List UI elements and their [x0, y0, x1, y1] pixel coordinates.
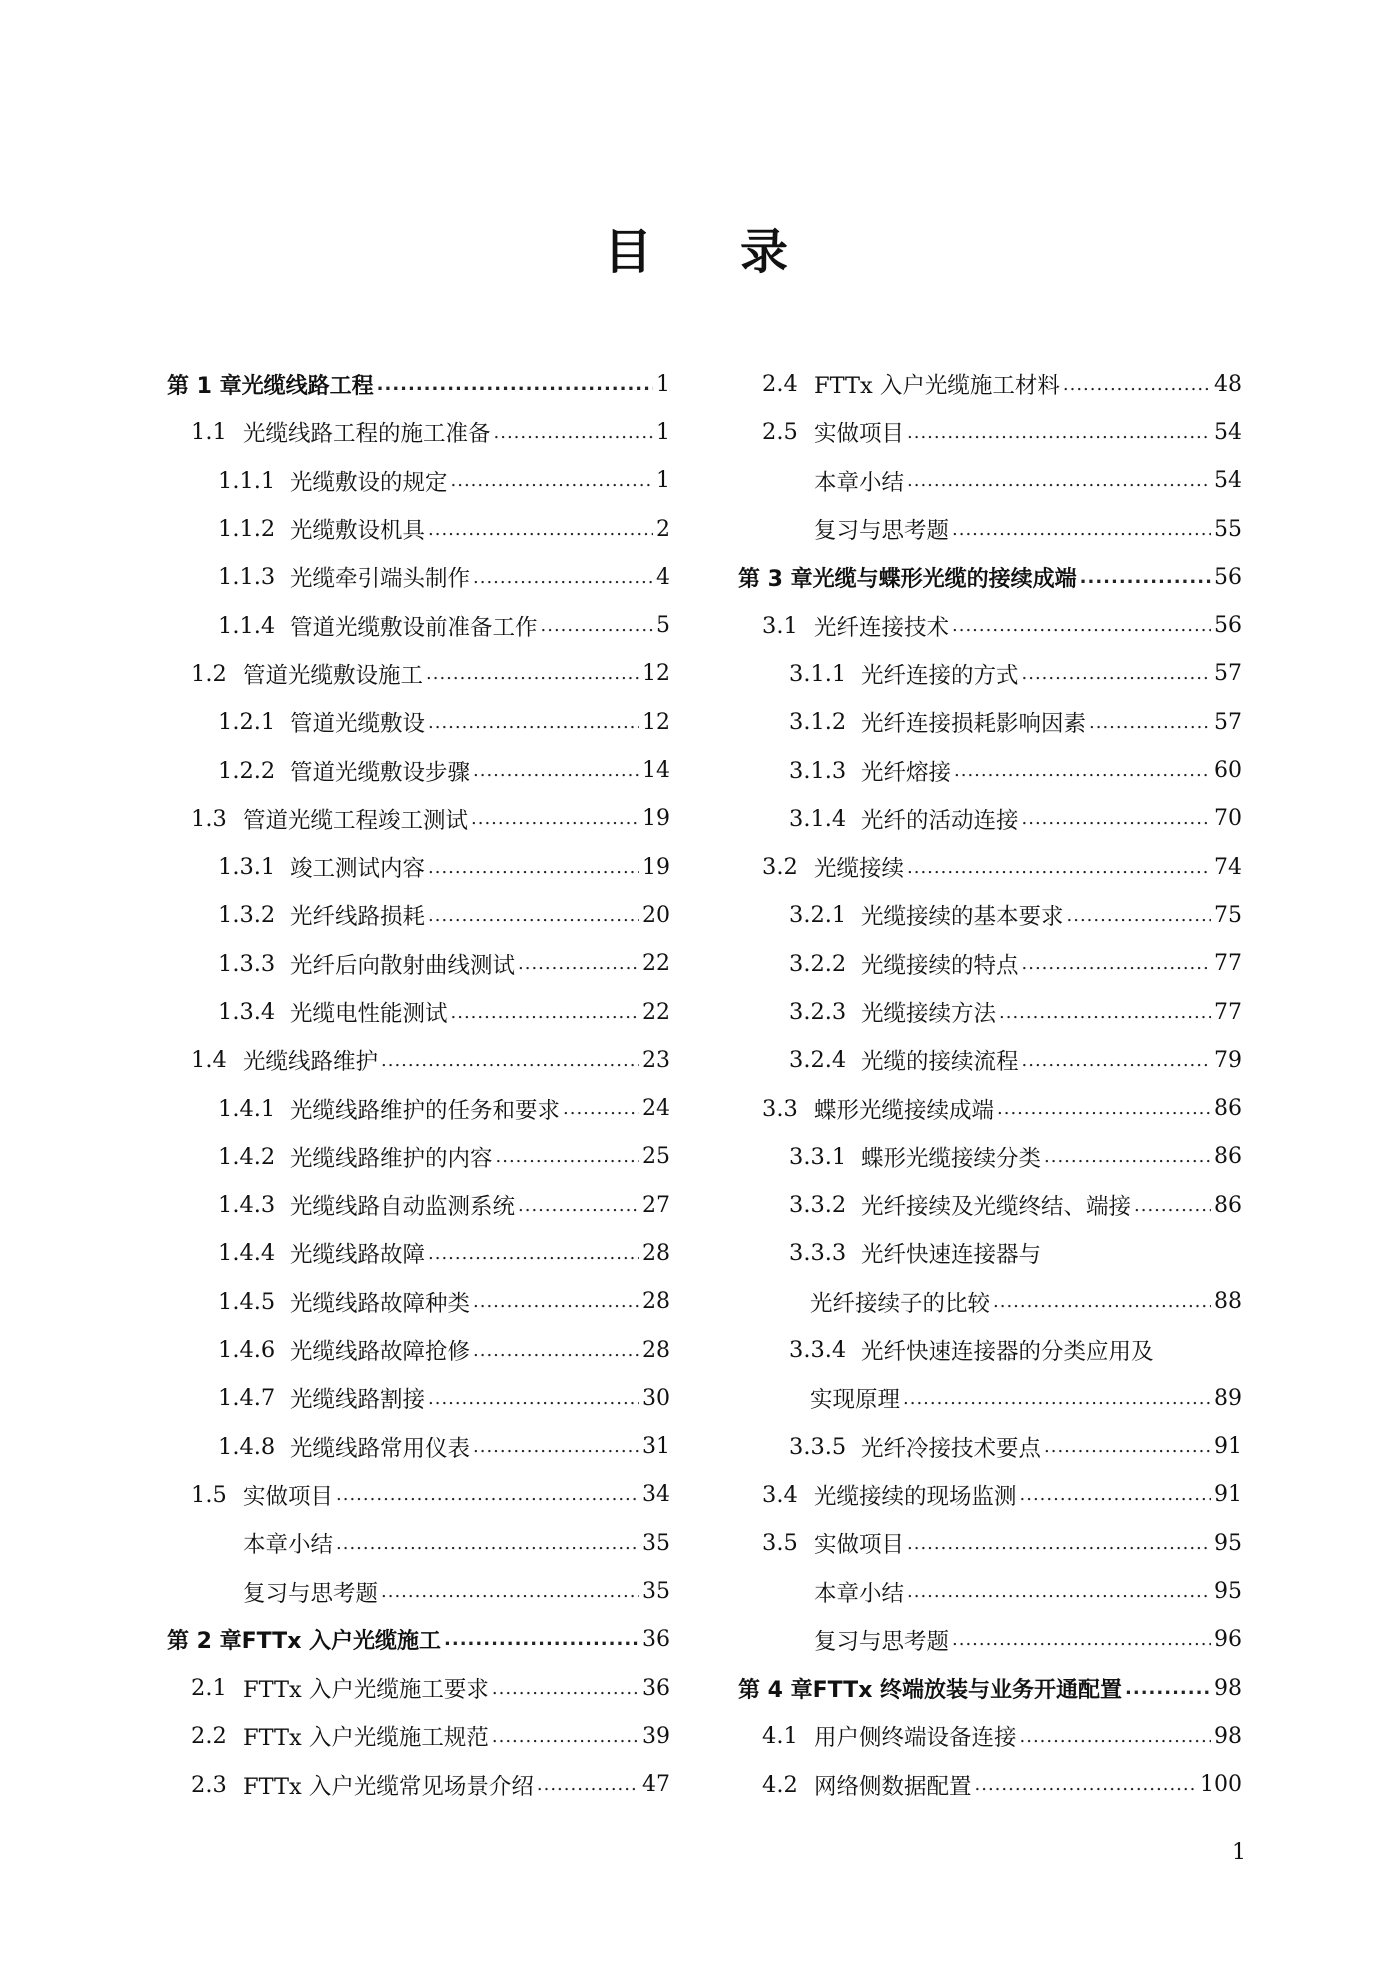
toc-entry-page: 47 [642, 1772, 670, 1798]
toc-entry[interactable] [167, 1567, 670, 1615]
toc-entry-page: 4 [656, 564, 670, 590]
toc-entry-title: 光纤快速连接器与 [861, 1242, 1042, 1269]
toc-leader-dots [381, 1050, 639, 1071]
toc-entry[interactable] [738, 988, 1242, 1036]
toc-entry[interactable] [738, 795, 1242, 843]
toc-entry[interactable] [738, 1761, 1242, 1809]
toc-leader-dots [907, 470, 1211, 491]
toc-entry-title: 光缆接续 [814, 856, 905, 883]
toc-leader-dots [952, 1629, 1211, 1650]
toc-entry-page: 1 [656, 468, 670, 494]
toc-entry-title: 本章小结 [814, 469, 905, 496]
toc-entry-page: 36 [642, 1675, 670, 1701]
toc-entry-page: 98 [1214, 1675, 1242, 1701]
toc-entry[interactable] [167, 1278, 670, 1326]
toc-entry[interactable] [738, 891, 1242, 939]
toc-leader-dots [1134, 1195, 1211, 1216]
toc-entry-title: 光缆线路工程的施工准备 [243, 421, 491, 448]
toc-entry[interactable] [167, 1519, 670, 1567]
toc-entry[interactable] [167, 1423, 670, 1471]
toc-entry-title: 光缆线路故障 [290, 1242, 426, 1269]
toc-entry-title: 复习与思考题 [243, 1580, 379, 1607]
toc-entry-page: 1 [656, 419, 670, 445]
toc-entry-title: FTTx 入户光缆施工 [241, 1629, 442, 1655]
page-number: 1 [1232, 1840, 1246, 1865]
toc-entry[interactable] [738, 1084, 1242, 1132]
toc-leader-dots [975, 1774, 1197, 1795]
toc-entry-page: 22 [642, 999, 670, 1025]
toc-entry[interactable] [738, 505, 1242, 553]
toc-entry-page: 79 [1214, 1047, 1242, 1073]
toc-entry[interactable] [738, 1374, 1242, 1422]
toc-entry-page: 95 [1214, 1579, 1242, 1605]
toc-entry[interactable] [167, 746, 670, 794]
toc-entry-number: 第 4 章 [738, 1677, 813, 1703]
toc-entry-title: 光缆与蝶形光缆的接续成端 [812, 566, 1077, 592]
toc-entry-title: 复习与思考题 [814, 518, 950, 545]
toc-entry-page: 55 [1214, 516, 1242, 542]
toc-entry[interactable] [167, 457, 670, 505]
toc-entry-page: 75 [1214, 902, 1242, 928]
toc-entry-number: 3.2 [762, 854, 798, 881]
toc-entry-page: 95 [1214, 1530, 1242, 1556]
toc-entry-number: 1.4.6 [218, 1337, 276, 1364]
toc-entry[interactable] [738, 940, 1242, 988]
toc-entry-page: 24 [642, 1096, 670, 1122]
toc-leader-dots [1020, 1484, 1211, 1505]
toc-leader-dots [907, 422, 1211, 443]
toc-entry-title: 复习与思考题 [814, 1628, 950, 1655]
toc-entry-title: 实做项目 [243, 1483, 334, 1510]
toc-leader-dots [494, 422, 653, 443]
toc-entry-page: 88 [1214, 1289, 1242, 1315]
toc-entry[interactable] [167, 1664, 670, 1712]
toc-leader-dots [428, 1243, 639, 1264]
title-char-1: 目 [603, 224, 652, 280]
toc-entry-page: 5 [656, 613, 670, 639]
toc-entry-title: 网络侧数据配置 [814, 1773, 972, 1800]
toc-entry-title: 光纤熔接 [861, 759, 952, 786]
toc-entry-title: 光缆敷设的规定 [290, 469, 448, 496]
toc-leader-dots [537, 1774, 639, 1795]
toc-entry-page: 54 [1214, 419, 1242, 445]
toc-entry-title: 光缆线路故障抢修 [290, 1339, 471, 1366]
toc-entry[interactable] [738, 457, 1242, 505]
toc-entry[interactable] [167, 1471, 670, 1519]
toc-entry-title: 光纤线路损耗 [290, 904, 426, 931]
toc-leader-dots [541, 615, 653, 636]
toc-entry-title: 光缆接续的特点 [861, 952, 1019, 979]
toc-entry[interactable] [167, 1326, 670, 1374]
toc-entry-page: 98 [1214, 1723, 1242, 1749]
toc-entry[interactable] [167, 795, 670, 843]
toc-entry-number: 2.5 [762, 419, 798, 446]
toc-entry-page: 57 [1214, 709, 1242, 735]
toc-entry-page: 25 [642, 1144, 670, 1170]
toc-entry[interactable] [167, 698, 670, 746]
toc-entry-number: 第 3 章 [738, 566, 813, 592]
toc-leader-dots [952, 519, 1211, 540]
toc-entry-title: 光缆线路故障种类 [290, 1290, 471, 1317]
toc-entry-number: 3.1.1 [789, 660, 847, 687]
toc-entry-page: 100 [1200, 1772, 1242, 1798]
toc-entry-number: 1.4.5 [218, 1288, 276, 1315]
toc-leader-dots [451, 470, 653, 491]
toc-entry-title: 本章小结 [814, 1580, 905, 1607]
toc-entry-title: 光纤后向散射曲线测试 [290, 952, 516, 979]
toc-entry[interactable] [167, 1036, 670, 1084]
toc-entry-number: 3.3.4 [789, 1337, 847, 1364]
toc-leader-dots [1080, 567, 1211, 588]
toc-leader-dots [1022, 663, 1211, 684]
toc-entry-page: 14 [642, 758, 670, 784]
toc-entry-page: 27 [642, 1192, 670, 1218]
toc-leader-dots [952, 615, 1211, 636]
toc-entry-title: 光缆线路常用仪表 [290, 1435, 471, 1462]
toc-entry-number: 4.1 [762, 1723, 798, 1750]
toc-leader-dots [428, 1388, 639, 1409]
toc-leader-dots [377, 374, 653, 395]
toc-entry-page: 56 [1214, 564, 1242, 590]
toc-entry-title: 光纤冷接技术要点 [861, 1435, 1042, 1462]
toc-entry-page: 1 [656, 371, 670, 397]
toc-entry[interactable] [167, 650, 670, 698]
toc-entry-page: 30 [642, 1385, 670, 1411]
toc-entry-title: FTTx 入户光缆常见场景介绍 [243, 1773, 534, 1800]
toc-entry-title: 本章小结 [243, 1532, 334, 1559]
toc-leader-dots [954, 760, 1211, 781]
toc-entry-number: 3.4 [762, 1481, 798, 1508]
toc-entry-title: 光缆线路维护 [243, 1049, 379, 1076]
toc-leader-dots [473, 1340, 639, 1361]
toc-entry[interactable] [167, 1181, 670, 1229]
toc-entry[interactable] [738, 408, 1242, 456]
toc-entry-title: 用户侧终端设备连接 [814, 1725, 1017, 1752]
toc-entry[interactable] [738, 1664, 1242, 1712]
toc-entry-page: 20 [642, 902, 670, 928]
toc-entry-page: 48 [1214, 371, 1242, 397]
toc-leader-dots [492, 1678, 639, 1699]
toc-entry[interactable] [738, 1229, 1242, 1277]
toc-entry-number: 3.1.3 [789, 757, 847, 784]
toc-leader-dots [518, 1195, 639, 1216]
toc-leader-dots [451, 1002, 639, 1023]
toc-entry-number: 1.3 [191, 805, 227, 832]
toc-entry-number: 第 1 章 [167, 373, 242, 399]
toc-entry-title: 蝶形光缆接续成端 [814, 1097, 995, 1124]
toc-entry[interactable] [167, 1616, 670, 1664]
toc-entry-number: 4.2 [762, 1771, 798, 1798]
toc-entry[interactable] [738, 746, 1242, 794]
toc-entry[interactable] [167, 940, 670, 988]
toc-entry[interactable] [738, 360, 1242, 408]
toc-entry-number: 1.4 [191, 1047, 227, 1074]
toc-entry-page: 12 [642, 709, 670, 735]
toc-entry-page: 56 [1214, 613, 1242, 639]
toc-entry-title: 光缆接续的现场监测 [814, 1483, 1017, 1510]
toc-leader-dots [999, 1002, 1211, 1023]
toc-entry-number: 1.4.8 [218, 1433, 276, 1460]
toc-leader-dots [1089, 712, 1211, 733]
toc-entry-title: 光缆敷设机具 [290, 518, 426, 545]
toc-entry-number: 1.4.4 [218, 1240, 276, 1267]
toc-entry-title: FTTx 入户光缆施工规范 [243, 1725, 489, 1752]
toc-entry[interactable] [167, 891, 670, 939]
toc-entry-page: 54 [1214, 468, 1242, 494]
toc-entry[interactable] [167, 408, 670, 456]
toc-entry-page: 31 [642, 1434, 670, 1460]
toc-entry-number: 第 2 章 [167, 1629, 242, 1655]
toc-entry-page: 35 [642, 1530, 670, 1556]
toc-entry-title: 光缆接续方法 [861, 1001, 997, 1027]
toc-entry-number: 3.3 [762, 1095, 798, 1122]
toc-leader-dots [444, 1629, 639, 1650]
toc-leader-dots [1022, 1050, 1211, 1071]
toc-entry-number: 3.1.4 [789, 805, 847, 832]
toc-entry-page: 35 [642, 1579, 670, 1605]
toc-entry-page: 91 [1214, 1434, 1242, 1460]
toc-leader-dots [1022, 808, 1211, 829]
toc-entry-number: 3.2.4 [789, 1047, 847, 1074]
toc-entry-title: 管道光缆敷设 [290, 711, 426, 738]
toc-entry-number: 1.3.4 [218, 999, 276, 1025]
toc-entry[interactable] [738, 1278, 1242, 1326]
toc-entry-title: 光缆电性能测试 [290, 1001, 448, 1027]
toc-entry-number: 1.4.7 [218, 1385, 276, 1412]
toc-leader-dots [471, 808, 639, 829]
toc-entry-page: 2 [656, 516, 670, 542]
toc-entry-number: 3.3.3 [789, 1240, 847, 1267]
toc-entry[interactable] [738, 1036, 1242, 1084]
toc-entry-title: 光纤接续及光缆终结、端接 [861, 1194, 1132, 1221]
toc-leader-dots [1044, 1436, 1211, 1457]
toc-leader-dots [907, 1581, 1211, 1602]
toc-entry-number: 1.3.3 [218, 950, 276, 977]
toc-entry-title: 光缆牵引端头制作 [290, 566, 471, 593]
toc-entry-number: 1.1 [191, 419, 227, 446]
toc-leader-dots [428, 905, 639, 926]
toc-entry[interactable] [167, 1712, 670, 1760]
toc-leader-dots [428, 519, 653, 540]
toc-entry-number: 3.2.1 [789, 902, 847, 929]
toc-entry[interactable] [167, 1761, 670, 1809]
toc-entry-number: 1.1.2 [218, 516, 276, 543]
toc-entry[interactable] [738, 650, 1242, 698]
toc-entry-number: 1.4.2 [218, 1143, 276, 1170]
toc-entry-title: FTTx 终端放装与业务开通配置 [812, 1677, 1123, 1703]
toc-entry[interactable] [738, 1423, 1242, 1471]
title-char-2: 录 [740, 224, 789, 280]
toc-entry[interactable] [167, 601, 670, 649]
toc-entry-number: 1.3.1 [218, 854, 276, 881]
toc-leader-dots [563, 1098, 639, 1119]
toc-leader-dots [336, 1533, 639, 1554]
toc-entry-page: 19 [642, 806, 670, 832]
toc-entry-page: 28 [642, 1289, 670, 1315]
toc-entry-title: 光纤连接损耗影响因素 [861, 711, 1087, 738]
toc-leader-dots [473, 1291, 639, 1312]
toc-entry-page: 57 [1214, 661, 1242, 687]
toc-entry-page: 70 [1214, 806, 1242, 832]
toc-entry[interactable] [167, 843, 670, 891]
toc-entry[interactable] [738, 553, 1242, 601]
toc-entry-number: 1.2 [191, 660, 227, 687]
toc-entry[interactable] [738, 1326, 1242, 1374]
toc-leader-dots [381, 1581, 639, 1602]
toc-entry-number: 1.3.2 [218, 902, 276, 929]
toc-leader-dots [496, 1146, 639, 1167]
toc-leader-dots [428, 712, 639, 733]
toc-entry-number: 3.1 [762, 612, 798, 639]
toc-entry-title: 光纤连接的方式 [861, 662, 1019, 689]
toc-entry-title: 实做项目 [814, 421, 905, 448]
toc-entry-number: 1.1.1 [218, 467, 276, 494]
toc-leader-dots [1020, 1726, 1211, 1747]
toc-entry-title: 光纤连接技术 [814, 614, 950, 641]
toc-entry[interactable] [738, 698, 1242, 746]
toc-entry[interactable] [167, 505, 670, 553]
toc-entry-number: 1.2.2 [218, 757, 276, 784]
toc-entry-number: 2.3 [191, 1771, 227, 1798]
toc-entry[interactable] [738, 1712, 1242, 1760]
toc-entry-number: 3.5 [762, 1530, 798, 1557]
toc-entry-title: 光纤接续子的比较 [810, 1290, 991, 1317]
toc-entry-number: 2.4 [762, 371, 798, 398]
toc-entry-page: 12 [642, 661, 670, 687]
toc-leader-dots [903, 1388, 1211, 1409]
toc-entry-page: 89 [1214, 1385, 1242, 1411]
toc-entry-number: 1.2.1 [218, 709, 276, 736]
toc-entry-title: 实做项目 [814, 1532, 905, 1559]
toc-entry-title: 光纤的活动连接 [861, 807, 1019, 834]
toc-entry[interactable] [167, 1229, 670, 1277]
page-title [0, 213, 1392, 282]
toc-leader-dots [1125, 1678, 1211, 1699]
toc-entry-page: 74 [1214, 854, 1242, 880]
toc-entry-page: 34 [642, 1482, 670, 1508]
toc-entry-page: 77 [1214, 951, 1242, 977]
toc-entry-title: FTTx 入户光缆施工要求 [243, 1677, 489, 1704]
toc-entry-title: FTTx 入户光缆施工材料 [814, 373, 1060, 400]
toc-entry[interactable] [738, 1567, 1242, 1615]
toc-entry-page: 19 [642, 854, 670, 880]
toc-leader-dots [993, 1291, 1211, 1312]
toc-entry-title: 实现原理 [810, 1387, 901, 1414]
toc-entry[interactable] [738, 1133, 1242, 1181]
toc-entry-page: 39 [642, 1723, 670, 1749]
toc-entry-number: 3.2.3 [789, 999, 847, 1025]
toc-entry-title: 管道光缆敷设前准备工作 [290, 614, 538, 641]
toc-leader-dots [473, 567, 653, 588]
toc-leader-dots [473, 1436, 639, 1457]
toc-leader-dots [907, 1533, 1211, 1554]
toc-entry-title: 光缆的接续流程 [861, 1049, 1019, 1076]
toc-entry-title: 管道光缆工程竣工测试 [243, 807, 469, 834]
toc-leader-dots [907, 857, 1211, 878]
toc-entry-title: 光缆线路自动监测系统 [290, 1194, 516, 1221]
toc-entry-title: 管道光缆敷设施工 [243, 662, 424, 689]
toc-entry[interactable] [738, 1616, 1242, 1664]
toc-entry-number: 3.1.2 [789, 709, 847, 736]
toc-leader-dots [426, 663, 639, 684]
toc-entry-title: 光缆线路工程 [241, 373, 374, 399]
toc-entry-page: 60 [1214, 758, 1242, 784]
toc-leader-dots [1063, 374, 1211, 395]
toc-entry-title: 光缆线路维护的任务和要求 [290, 1097, 561, 1124]
toc-entry-page: 91 [1214, 1482, 1242, 1508]
toc-entry-number: 2.2 [191, 1723, 227, 1750]
toc-entry-page: 28 [642, 1240, 670, 1266]
toc-leader-dots [1067, 905, 1211, 926]
toc-entry-number: 3.2.2 [789, 950, 847, 977]
toc-entry-page: 86 [1214, 1096, 1242, 1122]
toc-leader-dots [1044, 1146, 1211, 1167]
toc-leader-dots [1022, 953, 1211, 974]
toc-entry[interactable] [167, 988, 670, 1036]
toc-entry-number: 2.1 [191, 1675, 227, 1702]
toc-entry[interactable] [167, 1084, 670, 1132]
toc-entry-page: 28 [642, 1337, 670, 1363]
toc-leader-dots [473, 760, 639, 781]
toc-leader-dots [428, 857, 639, 878]
toc-right-column [738, 360, 1242, 1809]
toc-entry-title: 光缆接续的基本要求 [861, 904, 1064, 931]
toc-entry-page: 36 [642, 1627, 670, 1653]
toc-entry[interactable] [738, 1471, 1242, 1519]
toc-entry-number: 3.3.2 [789, 1192, 847, 1219]
toc-entry[interactable] [167, 1133, 670, 1181]
toc-entry-number: 1.1.4 [218, 612, 276, 639]
toc-entry-number: 3.3.1 [789, 1143, 847, 1170]
toc-entry-page: 86 [1214, 1144, 1242, 1170]
toc-leader-dots [518, 953, 639, 974]
toc-entry-number: 1.4.1 [218, 1095, 276, 1122]
toc-entry-number: 3.3.5 [789, 1433, 847, 1460]
toc-entry-page: 86 [1214, 1192, 1242, 1218]
toc-entry-title: 光缆线路割接 [290, 1387, 426, 1414]
toc-entry[interactable] [738, 843, 1242, 891]
toc-entry-number: 1.4.3 [218, 1192, 276, 1219]
toc-leader-dots [492, 1726, 639, 1747]
toc-entry[interactable] [738, 1181, 1242, 1229]
toc-entry[interactable] [738, 1519, 1242, 1567]
toc-entry-title: 蝶形光缆接续分类 [861, 1145, 1042, 1172]
toc-leader-dots [336, 1484, 639, 1505]
toc-entry[interactable] [738, 601, 1242, 649]
toc-entry-page: 96 [1214, 1627, 1242, 1653]
toc-entry-page: 23 [642, 1047, 670, 1073]
toc-entry[interactable] [167, 1374, 670, 1422]
toc-entry[interactable] [167, 360, 670, 408]
toc-entry-title: 光纤快速连接器的分类应用及 [861, 1339, 1154, 1366]
toc-entry[interactable] [167, 553, 670, 601]
toc-entry-number: 1.1.3 [218, 564, 276, 591]
toc-leader-dots [997, 1098, 1211, 1119]
toc-entry-title: 管道光缆敷设步骤 [290, 759, 471, 786]
toc-entry-page: 22 [642, 951, 670, 977]
toc-left-column [167, 360, 670, 1809]
toc-entry-page: 77 [1214, 999, 1242, 1025]
toc-entry-title: 光缆线路维护的内容 [290, 1145, 493, 1172]
toc-entry-number: 1.5 [191, 1481, 227, 1508]
toc-entry-title: 竣工测试内容 [290, 856, 426, 883]
